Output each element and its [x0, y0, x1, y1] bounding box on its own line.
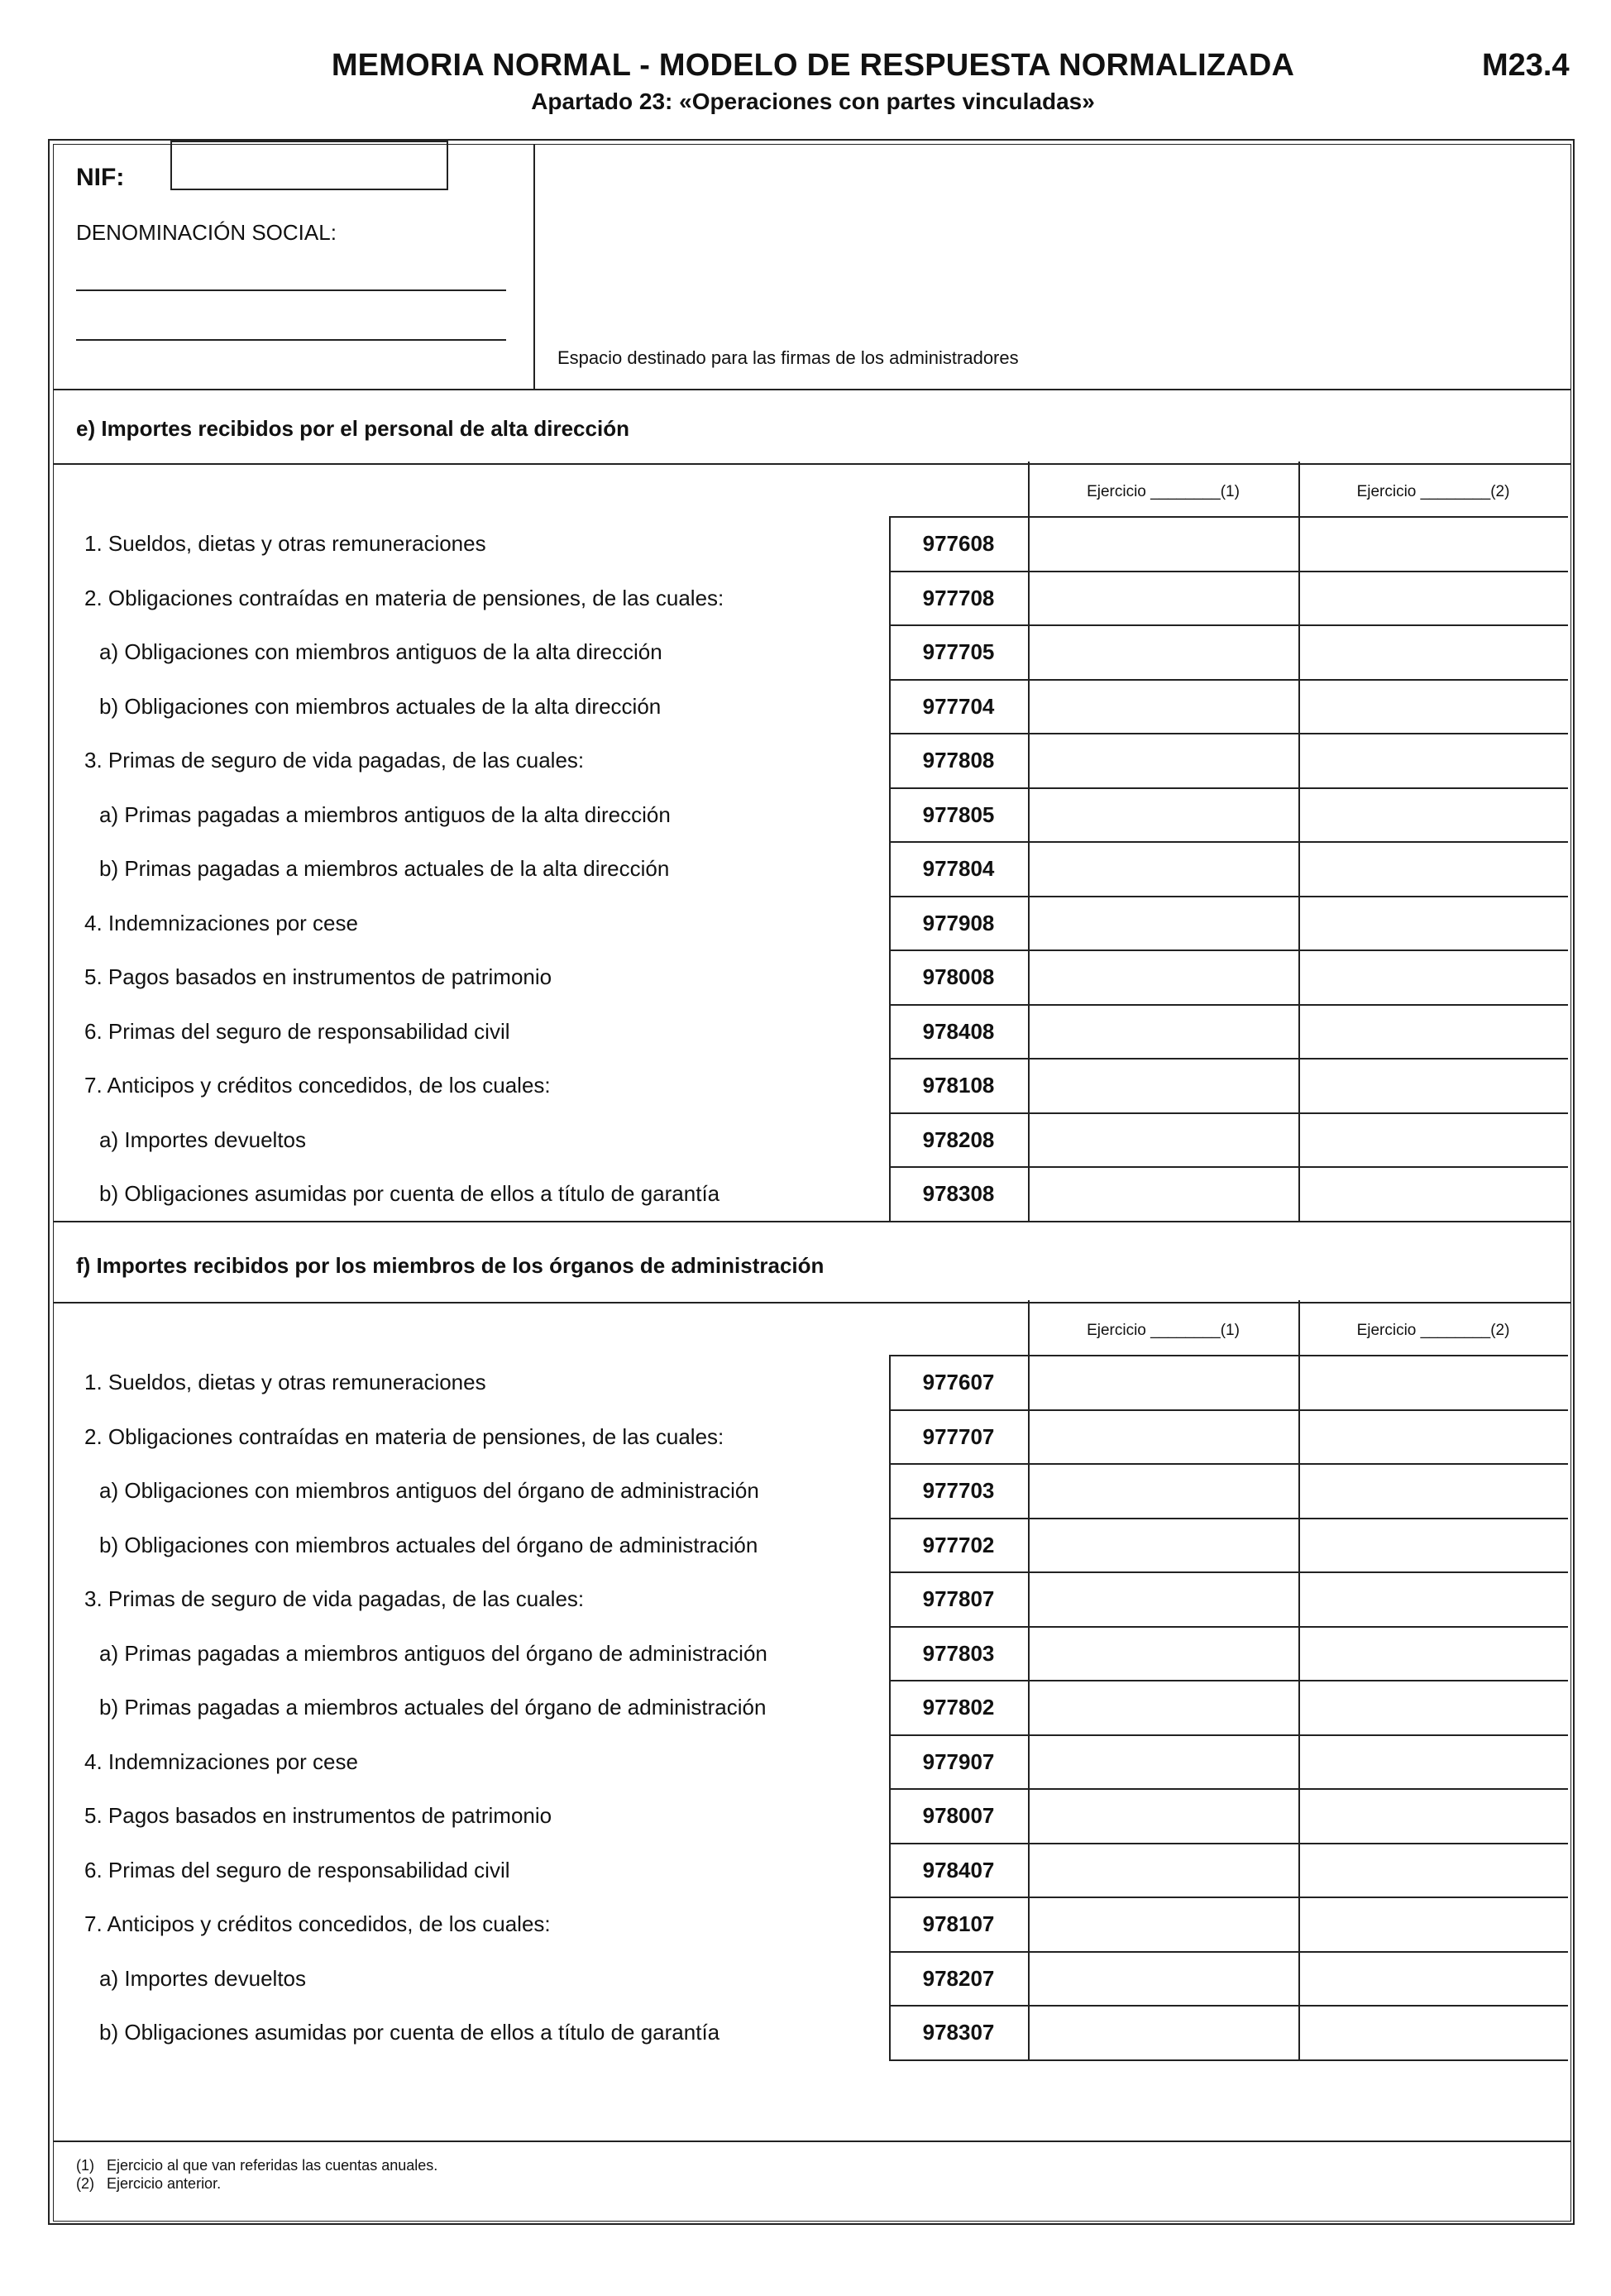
row-code: 978008: [922, 964, 995, 989]
row-label: 5. Pagos basados en instrumentos de patrimonio: [84, 964, 552, 989]
row-code: 977803: [922, 1641, 995, 1666]
footnote-2: [76, 2175, 221, 2193]
value-cell-current[interactable]: [1030, 1356, 1297, 1408]
nif-field[interactable]: [170, 141, 448, 190]
row-code: 977808: [922, 748, 995, 773]
col-head-2: Ejercicio ________(2): [1356, 1322, 1510, 1339]
denominacion-line-2[interactable]: [76, 339, 506, 341]
value-cell-previous[interactable]: [1300, 897, 1566, 949]
section-e-bottom-rule: [53, 1221, 1571, 1222]
value-cell-current[interactable]: [1030, 1006, 1297, 1057]
value-cell-current[interactable]: [1030, 2007, 1297, 2058]
row-code: 978007: [922, 1803, 995, 1828]
value-cell-previous[interactable]: [1300, 843, 1566, 894]
row-code: 977804: [922, 856, 995, 881]
value-cell-previous[interactable]: [1300, 1681, 1566, 1733]
value-cell-previous[interactable]: [1300, 518, 1566, 569]
value-cell-previous[interactable]: [1300, 1628, 1566, 1679]
value-cell-current[interactable]: [1030, 1844, 1297, 1896]
value-cell-current[interactable]: [1030, 1898, 1297, 1949]
form-title-text: MEMORIA NORMAL - MODELO DE RESPUESTA NORMALIZADA: [331, 48, 1295, 83]
value-cell-current[interactable]: [1030, 843, 1297, 894]
footnote-1: [76, 2157, 437, 2174]
value-cell-previous[interactable]: [1300, 681, 1566, 732]
row-label: 6. Primas del seguro de responsabilidad civil: [84, 1858, 510, 1882]
col-head-1: Ejercicio ________(1): [1087, 1322, 1240, 1339]
row-label: 6. Primas del seguro de responsabilidad civil: [84, 1019, 510, 1044]
value-cell-current[interactable]: [1030, 1628, 1297, 1679]
footnote-2-text: Ejercicio anterior.: [107, 2175, 222, 2192]
value-cell-previous[interactable]: [1300, 951, 1566, 1002]
row-label: a) Primas pagadas a miembros antiguos de la alta dirección: [99, 802, 671, 827]
value-cell-current[interactable]: [1030, 1114, 1297, 1165]
row-label: 2. Obligaciones contraídas en materia de pensiones, de las cuales:: [84, 1424, 724, 1449]
value-cell-current[interactable]: [1030, 789, 1297, 840]
id-bottom-rule: [53, 389, 1571, 390]
form-code: M23.4: [1482, 48, 1570, 83]
row-code: 977805: [922, 802, 995, 827]
form-subtitle: Apartado 23: «Operaciones con partes vinculadas»: [531, 88, 1095, 114]
row-code: 978307: [922, 2020, 995, 2045]
value-cell-previous[interactable]: [1300, 1790, 1566, 1841]
row-label: a) Obligaciones con miembros antiguos de la alta dirección: [99, 639, 662, 664]
value-cell-current[interactable]: [1030, 1736, 1297, 1787]
row-label: 7. Anticipos y créditos concedidos, de los cuales:: [84, 1911, 551, 1936]
value-cell-current[interactable]: [1030, 626, 1297, 677]
row-label: 2. Obligaciones contraídas en materia de pensiones, de las cuales:: [84, 586, 724, 610]
row-label: 5. Pagos basados en instrumentos de patrimonio: [84, 1803, 552, 1828]
nif-label: NIF:: [76, 164, 125, 191]
row-code: 978108: [922, 1073, 995, 1098]
row-label: 4. Indemnizaciones por cese: [84, 1749, 358, 1774]
value-cell-previous[interactable]: [1300, 1006, 1566, 1057]
row-label: a) Importes devueltos: [99, 1966, 307, 1991]
value-cell-current[interactable]: [1030, 681, 1297, 732]
row-code: 977807: [922, 1586, 995, 1611]
value-cell-previous[interactable]: [1300, 1898, 1566, 1949]
footnote-rule: [53, 2141, 1571, 2142]
value-cell-previous[interactable]: [1300, 1356, 1566, 1408]
row-label: b) Primas pagadas a miembros actuales de la alta dirección: [99, 856, 670, 881]
row-code: 977907: [922, 1749, 995, 1774]
value-cell-current[interactable]: [1030, 518, 1297, 569]
row-code: 977802: [922, 1695, 995, 1720]
value-cell-previous[interactable]: [1300, 1573, 1566, 1624]
row-label: b) Obligaciones con miembros actuales de la alta dirección: [99, 694, 662, 719]
value-cell-previous[interactable]: [1300, 1736, 1566, 1787]
row-code: 978308: [922, 1181, 995, 1206]
row-code: 978407: [922, 1858, 995, 1882]
value-cell-previous[interactable]: [1300, 1465, 1566, 1516]
footnote-1-text: Ejercicio al que van referidas las cuentas anuales.: [107, 2157, 438, 2174]
denominacion-label: DENOMINACIÓN SOCIAL:: [76, 220, 337, 245]
value-cell-current[interactable]: [1030, 1168, 1297, 1219]
row-code: 978207: [922, 1966, 995, 1991]
row-code: 977705: [922, 639, 995, 664]
row-label: 3. Primas de seguro de vida pagadas, de las cuales:: [84, 748, 585, 773]
value-cell-previous[interactable]: [1300, 572, 1566, 624]
value-cell-previous[interactable]: [1300, 1844, 1566, 1896]
value-cell-current[interactable]: [1030, 1681, 1297, 1733]
row-code: 977608: [922, 531, 995, 556]
signature-caption: Espacio destinado para las firmas de los administradores: [557, 347, 1019, 368]
value-cell-previous[interactable]: [1300, 1519, 1566, 1571]
row-label: 1. Sueldos, dietas y otras remuneraciones: [84, 1370, 486, 1394]
value-cell-previous[interactable]: [1300, 2007, 1566, 2058]
row-rule: [889, 2059, 1568, 2061]
value-cell-previous[interactable]: [1300, 789, 1566, 840]
value-cell-previous[interactable]: [1300, 1060, 1566, 1111]
section-f-title: f) Importes recibidos por los miembros de los órganos de administración: [76, 1253, 825, 1278]
row-label: a) Obligaciones con miembros antiguos del órgano de administración: [99, 1478, 759, 1503]
row-code: 978107: [922, 1911, 995, 1936]
value-cell-current[interactable]: [1030, 572, 1297, 624]
row-code: 977707: [922, 1424, 995, 1449]
section-f-rule: [53, 1302, 1571, 1303]
section-e-title: e) Importes recibidos por el personal de alta dirección: [76, 416, 629, 441]
row-label: 7. Anticipos y créditos concedidos, de los cuales:: [84, 1073, 551, 1098]
value-cell-current[interactable]: [1030, 1953, 1297, 2004]
value-cell-current[interactable]: [1030, 734, 1297, 786]
footnote-2-mark: (2): [76, 2175, 94, 2192]
row-code: 977607: [922, 1370, 995, 1394]
col-head-1: Ejercicio ________(1): [1087, 483, 1240, 500]
value-cell-current[interactable]: [1030, 1519, 1297, 1571]
value-cell-current[interactable]: [1030, 951, 1297, 1002]
row-label: a) Importes devueltos: [99, 1127, 307, 1152]
value-cell-previous[interactable]: [1300, 626, 1566, 677]
row-label: 3. Primas de seguro de vida pagadas, de las cuales:: [84, 1586, 585, 1611]
row-code: 977703: [922, 1478, 995, 1503]
value-cell-previous[interactable]: [1300, 1411, 1566, 1462]
row-label: b) Obligaciones asumidas por cuenta de ellos a título de garantía: [99, 1181, 720, 1206]
value-cell-current[interactable]: [1030, 1465, 1297, 1516]
row-label: b) Obligaciones asumidas por cuenta de ellos a título de garantía: [99, 2020, 720, 2045]
row-label: b) Obligaciones con miembros actuales del órgano de administración: [99, 1533, 758, 1557]
row-label: 4. Indemnizaciones por cese: [84, 911, 358, 935]
value-cell-previous[interactable]: [1300, 1168, 1566, 1219]
row-code: 977908: [922, 911, 995, 935]
denominacion-line-1[interactable]: [76, 289, 506, 291]
value-cell-current[interactable]: [1030, 897, 1297, 949]
value-cell-previous[interactable]: [1300, 734, 1566, 786]
value-cell-previous[interactable]: [1300, 1953, 1566, 2004]
row-code: 977704: [922, 694, 995, 719]
id-divider: [533, 144, 535, 389]
row-code: 977708: [922, 586, 995, 610]
value-cell-current[interactable]: [1030, 1573, 1297, 1624]
row-label: b) Primas pagadas a miembros actuales del órgano de administración: [99, 1695, 767, 1720]
section-e-rule: [53, 463, 1571, 465]
value-cell-current[interactable]: [1030, 1060, 1297, 1111]
footnote-1-mark: (1): [76, 2157, 94, 2174]
row-label: a) Primas pagadas a miembros antiguos del órgano de administración: [99, 1641, 767, 1666]
row-code: 978208: [922, 1127, 995, 1152]
value-cell-current[interactable]: [1030, 1411, 1297, 1462]
row-code: 977702: [922, 1533, 995, 1557]
value-cell-previous[interactable]: [1300, 1114, 1566, 1165]
row-code: 978408: [922, 1019, 995, 1044]
value-cell-current[interactable]: [1030, 1790, 1297, 1841]
col-head-2: Ejercicio ________(2): [1356, 483, 1510, 500]
row-label: 1. Sueldos, dietas y otras remuneraciones: [84, 531, 486, 556]
